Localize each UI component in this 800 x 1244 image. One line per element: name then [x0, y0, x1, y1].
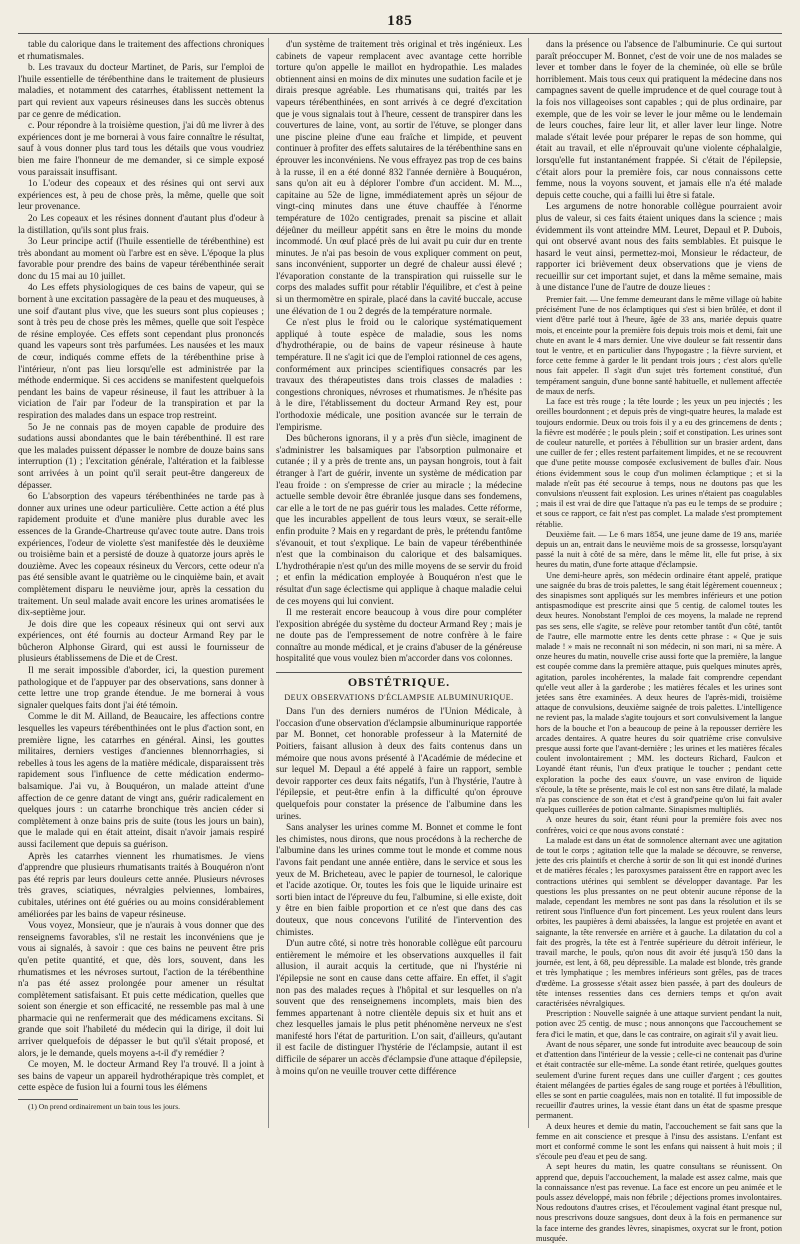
paragraph: Il me resterait encore beaucoup à vous dire pour compléter l'exposition abrégée du système du docteur Armand Rey ; mais je ne doute pas de l'empressement de notre confrère à le faire connaître au monde médical, et je crains d'abuser de la généreuse hospitalité que vous voulez bien m'accorder dans vos colonnes. [276, 608, 522, 665]
case-paragraph: Une demi-heure après, son médecin ordinaire étant appelé, pratique une saignée du bras de trois palettes, le sang était légèrement couenneux ; des sinapismes sont appliqués sur les membres inférieurs et une potion antispasmodique est prescrite ainsi que 5 centig. de calomel toutes les deux heures. Nonobstant l'emploi de ces moyens, la malade ne reprend pas ses sens, elle s'agite, se relève pour retomber tantôt d'un côté, tantôt de l'autre, elle marmotte entre les dents cette phrase : « Que je suis malade ! » mais ne reconnaît ni son médecin, ni son mari, ni sa mère. A onze heures du matin, nouvelle crise aussi forte que la première, la langue est coupée comme dans la première attaque, puis quelques minutes après, agitation, paroles incohérentes, la malade fait comprendre cependant qu'elle veut aller à la garderobe ; les matières fécales et les urines sont jetées sans être examinées. A deux heures de l'après-midi, troisième attaque de convulsions, deuxième saignée de trois palettes. L'intelligence ne revient pas, la malade s'agite toujours et sort convulsivement la langue hors de la bouche et l'on a beaucoup de peine à la repousser derrière les arcades dentaires. A quatre heures du soir quatrième crise convulsive presque aussi forte que l'avant-dernière ; les urines et les matières fécales coulent involontairement ; MM. les docteurs Richard, Faulcon et Loyandé étant réunis, l'un d'eux pratique le toucher ; pendant cette exploration la poche des eaux s'ouvre, un vase environ de liquide s'écoule, la tête se présente, mais le col est non sans être dilaté, la malade n'a pas conscience de son état et c'est à grand'peine qu'on lui fait avaler quelques cuillerées de potion calmante. Sinapismes multipliés. [536, 570, 782, 815]
case-paragraph: La malade est dans un état de somnolence alternant avec une agitation de tout le corps ; agitation telle que la malade se découvre, se renverse, jette des cris plaintifs et cherche à sortir de son lit qui est inondé d'urines et de matières fécales ; les paroxysmes paraissent être en rapport avec les contractions utérines qui semblent se développer davantage. Par les questions les plus pressantes on ne peut obtenir aucune réponse de la malade, cependant les membres ne sont pas dans la résolution et ils se retirent sous l'influence d'un fort pincement. Les yeux roulent dans leurs orbites, les paupières à demi abaissées, la langue est projetée en avant et saignante, la tête renversée en arrière et à gauche. La dilatation du col a fait des progrès, la tête est à l'entrée supérieure du détroit inférieur, le travail marche, le pouls, qu'on nous dit avoir été jusqu'à 150 dans la journée, est lent, à 68, peu dépressible. La malade est blonde, très grande et très lymphatique ; les membres inférieurs sont grêles, pas de traces d'œdème. La grossesse s'était assez bien passée, à part des douleurs de tête intenses ressenties dans ces derniers temps et qu'on avait caractérisées névralgiques. [536, 835, 782, 1009]
paragraph: 5o Je ne connais pas de moyen capable de produire des sudations aussi abondantes que le bain térébenthiné. Il est rare que les malades puissent dépasser le nombre de douze bains sans interruption (1) ; l'excitation générale, l'altération et la faiblesse sont arrivées à un point qu'il serait peut-être dangereux de dépasser. [18, 422, 264, 491]
paragraph: 2o Les copeaux et les résines donnent d'autant plus d'odeur à la distillation, qu'ils sont plus frais. [18, 213, 264, 236]
paragraph: Je dois dire que les copeaux résineux qui ont servi aux expériences, ont été fournis au docteur Armand Rey par le bûcheron Alphonse Girard, qui est aussi le fournisseur de plusieurs établissemens de Die et de Crest. [18, 619, 264, 665]
case-paragraph: A deux heures et demie du matin, l'accouchement se fait sans que la femme en ait conscience et presque à l'insu des assistans. L'enfant est mort et conformé comme le sont les enfans qui naissent à huit mois ; il s'écoule peu d'eau et peu de sang. [536, 1121, 782, 1162]
column-middle [276, 40, 522, 1112]
paragraph: Comme le dit M. Ailland, de Beaucaire, les affections contre lesquelles les vapeurs térébenthinées ont le plus d'action sont, en première ligne, les catarrhes en général. Ainsi, les gouttes militaires, derniers vestiges d'anciennes blennorrhagies, si rebelles à tous les agens de la matière médicale, disparaissent très rapidement sous l'influence de cette médication endermo-balsamique. J'ai vu, à Bouquéron, un malade atteint d'une affection de ce genre datant de vingt ans, guérir radicalement en quelques jours : un catarrhe bronchique très ancien céder si complètement à onze bains pris de suite (tous les jours un bain), que le malade qui en était atteint, disait n'avoir jamais respiré aussi facilement que depuis sa guérison. [18, 712, 264, 850]
paragraph: 4o Les effets physiologiques de ces bains de vapeur, qui se bornent à une excitation passagère de la peau et des muqueuses, à une soif d'autant plus vive, que les sueurs sont plus copieuses ; sont à très peu de chose près les mêmes, quelle que soit l'espèce de résine employée. Ces effets sont cependant plus prononcés quand les vapeurs sont très parfumées. Les nausées et les maux de cœur, indiqués comme effets de la térébenthine prise à l'intérieur, n'ont pas lieu lorsqu'elle est administrée par la méthode endermique. Si ces accidens se manifestent quelquefois pendant les bains de vapeur résineuse, il faut les attribuer à la viciation de l'air par l'odeur de la transpiration et par la respiration des malades dans un espace trop restreint. [18, 283, 264, 421]
section-subtitle: DEUX OBSERVATIONS D'ÉCLAMPSIE ALBUMINURIQUE. [284, 692, 514, 702]
paragraph: D'un autre côté, si notre très honorable collègue eût parcouru entièrement le mémoire et les observations auxquelles il fait allusion, il aurait acquis la certitude, que ni l'hystérie ni l'épilepsie ne sont en cause dans cette affaire. En effet, il s'agit non pas des malades reçues à l'hôpital et sur lesquelles on n'a souvent que des renseignemens incomplets, mais bien des femmes appartenant à notre clientèle depuis six et huit ans et chez lesquelles jamais le plus petit phénomène nerveux ne s'est manifesté hors l'état de parturition. L'on sait, d'ailleurs, qu'autant il est facile de distinguer l'hystérie de l'éclampsie, autant il est difficile de séparer un accès d'éclampsie d'une attaque d'épilepsie, à moins qu'on ne veuille trouver cette différence [276, 939, 522, 1077]
paragraph: Après les catarrhes viennent les rhumatismes. Je viens d'apprendre que plusieurs rhumatisants traités à Bouquéron n'ont pas été repris par leurs douleurs cette année. Plusieurs névroses très graves, sciatiques, névralgies pelviennes, lombaires, cubitales, utérines ont été guéries ou au moins considérablement améliorées par les bains de vapeur résineuse. [18, 851, 264, 920]
page-number: 185 [387, 13, 413, 29]
paragraph: 3o Leur principe actif (l'huile essentielle de térébenthine) est très abondant au moment où l'arbre est en sève. L'époque la plus favorable pour prendre des bains de vapeur térébenthinée serait donc du 15 mai au 10 juillet. [18, 237, 264, 282]
footnote-rule [18, 1099, 78, 1100]
paragraph: Sans analyser les urines comme M. Bonnet et comme le font les chimistes, nous dirons, que nous procédons à la recherche de l'albumine dans les urines comme tout le monde et comme nous l'avons fait pendant une année entière, dans le service et sous les yeux de M. Bricheteau, avec le papier de tournesol, le calorique et l'acide azotique. Or, toutes les fois que le liquide urinaire est sorti bien intact de l'épreuve du feu, l'albumine, si elle existe, doit y être en bien faible proportion et ce n'est que dans des cas douteux, que nous concevons l'utilité de l'intervention des chimistes. [276, 823, 522, 938]
paragraph: Ce n'est plus le froid ou le calorique systématiquement appliqué à toute espèce de maladie, sous les noms d'hydrothérapie, ou de bains de vapeur résineuse à haute température. Il ne s'agit ici que de l'emploi rationnel de ces agens, conformément aux principes scientifiques consacrés par les travaux des thérapeutistes dans trois classes de maladies : congestions chroniques, névroses et rhumatismes. Je n'hésite pas à le dire, l'établissement du docteur Armand Rey est, pour l'orthodoxie médicale, une position avancée sur le terrain de l'empirisme. [276, 318, 522, 433]
case-paragraph: Deuxième fait. — Le 6 mars 1854, une jeune dame de 19 ans, mariée depuis un an, entrait dans le neuvième mois de sa grossesse, lorsqu'ayant passé la nuit à côté de sa mère, dans le même lit, elle fut prise, à six heures du matin, d'une forte attaque d'éclampsie. [536, 529, 782, 570]
paragraph: 6o L'absorption des vapeurs térébenthinées ne tarde pas à donner aux urines une odeur particulière. Cette action a été plus rapidement produite et d'une manière plus durable avec les essences de la Grande-Chartreuse qu'avec toute autre. Dans trois expériences, l'odeur de violette s'est manifestée dès le deuxième ou troisième bain et a persisté de douze à quatorze jours après le douzième. Avec les copeaux résineux du Vercors, cette odeur n'a pas été sensible avant le quatrième ou le cinquième bain, et avait complètement disparu le neuvième jour, après la cessation du traitement. Un seul malade avait encore les urines aromatisées le dix-septième jour. [18, 492, 264, 619]
case-paragraph: La face est très rouge ; la tête lourde ; les yeux un peu injectés ; les oreilles bourdonnent ; et depuis près de vingt-quatre heures, la malade est toujours endormie. Deux ou trois fois il y a eu des grincemens de dents ; la fièvre est modérée ; le pouls plein ; soif et constipation. Les urines sont de couleur naturelle, et portées à l'ébullition sur un brasier ardent, dans une cuiller de fer ; elles restent parfaitement limpides, et ne se recouvrent que d'une petite mousse composée exclusivement de bulles d'air. Nous étions évidemment sous le coup d'un molimen éclamptique ; et si la malade n'eût pas été secourue à temps, nous ne doutons pas que les convulsions n'eussent fait explosion. Les urines n'étaient pas coagulables ; mais il est vrai de dire que l'attaque n'a pas eu le temps de se produire ; et sous ce rapport, ce fait n'est pas complet. La malade s'est promptement rétablie. [536, 397, 782, 529]
paragraph: Il me serait impossible d'aborder, ici, la question purement pathologique et de l'appuyer par des observations, sans donner à cette lettre une trop grande étendue. Je me bornerai à vous signaler quelques faits dont j'ai été témoin. [18, 666, 264, 711]
paragraph: Des bûcherons ignorans, il y a près d'un siècle, imaginent de s'administrer les balsamiques par l'absorption pulmonaire et cutanée ; il y a près de trente ans, un paysan hongrois, tout à fait étranger à l'art de guérir, invente un système de médication par l'eau froide : on s'empresse de crier au miracle ; la médecine actuelle semble devoir être ébranlée jusque dans ses fondemens, car elle a le tort de ne pas guérir tous les malades. Cette réforme, que les incurables appellent de tous leurs vœux, se serait-elle enfin produite ? Mais en y regardant de près, le prétendu fantôme s'évanouit, et tout s'explique. Le bain de vapeur térébenthinée n'est que la combinaison du calorique et des balsamiques. L'hydrothérapie n'est qu'un des mille moyens de se servir du froid ; et enfin la médication employée à Bouquéron n'est que le résultat d'un sage éclectisme qui applique à chaque maladie celui de ces moyens qui lui convient. [276, 434, 522, 607]
paragraph: 1o L'odeur des copeaux et des résines qui ont servi aux expériences est, à peu de chose près, la même, quelle que soit leur provenance. [18, 179, 264, 213]
section-title: OBSTÉTRIQUE. [276, 672, 522, 689]
case-paragraph: Prescription : Nouvelle saignée à une attaque survient pendant la nuit, potion avec 25 centig. de musc ; nous annonçons que l'accouchement se fera d'ici le matin, et que, dans le cas contraire, on agirait s'il y avait lieu. [536, 1009, 782, 1039]
paragraph: b. Les travaux du docteur Martinet, de Paris, sur l'emploi de l'huile essentielle de térébenthine dans le traitement de plusieurs maladies, et notamment des catarrhes, établissent nettement la part qui revient aux vapeurs résineuses dans les succès obtenus par ce genre de médication. [18, 63, 264, 120]
paragraph: Les argumens de notre honorable collègue pourraient avoir plus de valeur, si ces faits étaient uniques dans la science ; mais évidemment ils vont atteindre MM. Leuret, Depaul et P. Dubois, qui ont observé avant nous des faits semblables. Et puisque le hasard le veut ainsi, permettez-moi, Monsieur le rédacteur, de rapporter ici brièvement deux observations que je viens de recueillir sur cet important sujet, et dans la même semaine, mais à une distance l'une de l'autre de douze lieues : [536, 202, 782, 294]
case-paragraph: A sept heures du matin, les quatre consultans se réunissent. On apprend que, depuis l'accouchement, la malade est assez calme, mais que la connaissance n'est pas revenue. La face est encore un peu animée et le pouls assez développé, mais non fébrile ; déjections promes involontaires. Nous redoutons d'autres crises, et l'écoulement vaginal étant presque nul, nous prescrivons douze sangsues, dont deux à la fois en permanence sur la face interne des grandes lèvres, sinapismes, oxycrat sur le front, potion musquée. [536, 1162, 782, 1243]
column-left [18, 40, 264, 1112]
header-rule [18, 33, 782, 34]
case-paragraph: A onze heures du soir, étant réuni pour la première fois avec nos confrères, voici ce que nous avons constaté : [536, 815, 782, 835]
column-right [536, 40, 782, 1243]
case-paragraph: Avant de nous séparer, une sonde fut introduite avec beaucoup de soin et d'attention dans l'intérieur de la vessie ; celle-ci ne contenait pas d'urine et était contractée sur elle-même. La sonde étant retirée, quelques gouttes seulement d'urine furent reçues dans une cuiller d'argent ; ces gouttes étaient mélangées de parties égales de sang rouge et portées à l'ébullition, elles se sont en partie coagulées, mais non en totalité. Il fut impossible de recueillir d'autres urines, la vessie étant dans un état de spasme presque permanent. [536, 1039, 782, 1121]
paragraph: table du calorique dans le traitement des affections chroniques et rhumatismales. [18, 40, 264, 62]
paragraph: Dans l'un des derniers numéros de l'Union Médicale, à l'occasion d'une observation d'éclampsie albuminurique rapportée par M. Bonnet, cet honorable professeur à la Maternité de Poitiers, faisant allusion à deux des faits contenus dans un mémoire que nous avons présenté à l'Académie de médecine et sur lequel M. Depaul a été appelé à faire un rapport, semble devoir rapporter ces deux faits négatifs, l'un à l'hystérie, l'autre à l'épilepsie, et peut-être enfin à la difficulté qu'on éprouve quelquefois pour constater la présence de l'albumine dans les urines. [276, 707, 522, 822]
case-reports [536, 295, 782, 1244]
footnote: (1) On prend ordinairement un bain tous les jours. [28, 1102, 181, 1112]
column-divider-1 [268, 38, 269, 1128]
column-divider-2 [528, 38, 529, 1128]
paragraph: c. Pour répondre à la troisième question, j'ai dû me livrer à des expériences dont je me bornerai à vous faire connaître le résultat, sauf à vous donner plus tard tous les détails que vous voudriez bien me faire l'honneur de me demander, si ce simple exposé vous paraissait insuffisant. [18, 121, 264, 178]
paragraph: Vous voyez, Monsieur, que je n'aurais à vous donner que des renseignems favorables, s'il ne restait les inconvéniens que je vous ai signalés, à savoir : que ces bains ne peuvent être pris qu'en petite quantité, et que, dès lors, souvent, dans les rhumatismes et les névroses surtout, l'action de la térébenthine n'a pas été assez prolongée pour amener un résultat complètement satisfaisant. Et puis cette médication, quelles que soient son énergie et son efficacité, ne ressemble pas mal à une pharmacie qui ne renfermerait que des médicamens excitans. Si grande que soit l'habileté du médecin qui la dirige, il doit lui arriver quelquefois de dépasser le but qu'il s'était proposé, et alors, je le demande, quels moyens a-t-il d'y remédier ? [18, 921, 264, 1059]
paragraph: dans la présence ou l'absence de l'albuminurie. Ce qui surtout paraît préoccuper M. Bonnet, c'est de voir une de nos malades se lever et tomber dans le foyer de la cheminée, où elle se brûle horriblement. Mais tous ceux qui pratiquent la médecine dans nos campagnes savent de quelle imprudence et de quel courage tout à la fois nos villageoises sont capables ; qui de plus ordinaire, par exemple, que de les voir se lever le jour même ou le lendemain de leurs couches, faire leur lit, et aller laver leur linge. Notre malade s'était levée pour préparer le repas de son homme, qui était au travail, et elle n'éprouvait qu'une violente céphalalgie, lorsqu'elle fut instantanément frappée. Si c'était de l'épilepsie, c'était alors pour la première fois, car nous connaissons cette femme, nous la voyons souvent, et jamais elle n'a été malade depuis cette couche, qui a failli lui être si fatale. [536, 40, 782, 201]
paragraph: d'un système de traitement très original et très ingénieux. Les cabinets de vapeur remplacent avec avantage cette horrible torture qu'on appelle le maillot en hydropathie. Les malades obtiennent ainsi en moins de dix minutes une sudation facile et je dirais presque agréable. Les rhumatisans qui, traités par les vapeurs térébenthinées, en sont arrivés à ce degré d'excitation que je vous signalais tout à l'heure, cessent de transpirer dans les couvertures de laine, vont, au sortir de l'étuve, se plonger dans une piscine pleine d'une eau fraîche et limpide, et peuvent continuer à profiter des effets salutaires de la térébenthine sans en éprouver les inconvéniens. Ne vous effrayez pas trop de ces bains à la russe, il en a été donné 832 l'année dernière à Bouquéron, sans qu'on ait eu à déplorer l'ombre d'un accident. M. M..., capitaine au 52e de ligne, immédiatement après un séjour de vingt-cinq minutes dans une étuve chauffée à l'énorme température de 102o centigrades, prenait sa piscine et allait déjeûner du meilleur appétit sans en être le moins du monde incommodé. Un œuf placé près de lui avait pu cuir dur en trente minutes. Je n'ai pas besoin de vous expliquer comment on peut, sans inconvénient, supporter un degré de chaleur aussi élevé ; l'évaporation constante de la transpiration qui ruisselle sur le corps des malades suffit pour rétablir l'équilibre, et c'est à peine si un thermomètre en spirale, placé dans la cavité buccale, accuse une élévation de 1 ou 2 degrés de la température normale. [276, 40, 522, 317]
paragraph: Ce moyen, M. le docteur Armand Rey l'a trouvé. Il a joint à ses bains de vapeur un appareil hydrothérapique très complet, et cette espèce de fusion lui a fourni tous les élémens [18, 1060, 264, 1094]
case-paragraph: Premier fait. — Une femme demeurant dans le même village où habite précisément l'une de nos éclamptiques qui s'est si bien brûlée, et dont il vient d'être parlé tout à l'heure, âgée de 33 ans, mariée depuis quatre mois, et enceinte pour la première fois depuis trois mois et demi, fait une chute en avant le 4 mars dernier. Une vive douleur se fait ressentir dans tout le ventre, et en particulier dans l'hypogastre ; la fièvre survient, et force cette femme à garder le lit pendant trois jours ; c'est alors qu'elle nous fait appeler. Il s'agit d'un sujet très fortement constitué, d'un tempérament sanguin, d'une bonne santé habituelle, et nullement affectée de maux de nerfs. [536, 295, 782, 396]
